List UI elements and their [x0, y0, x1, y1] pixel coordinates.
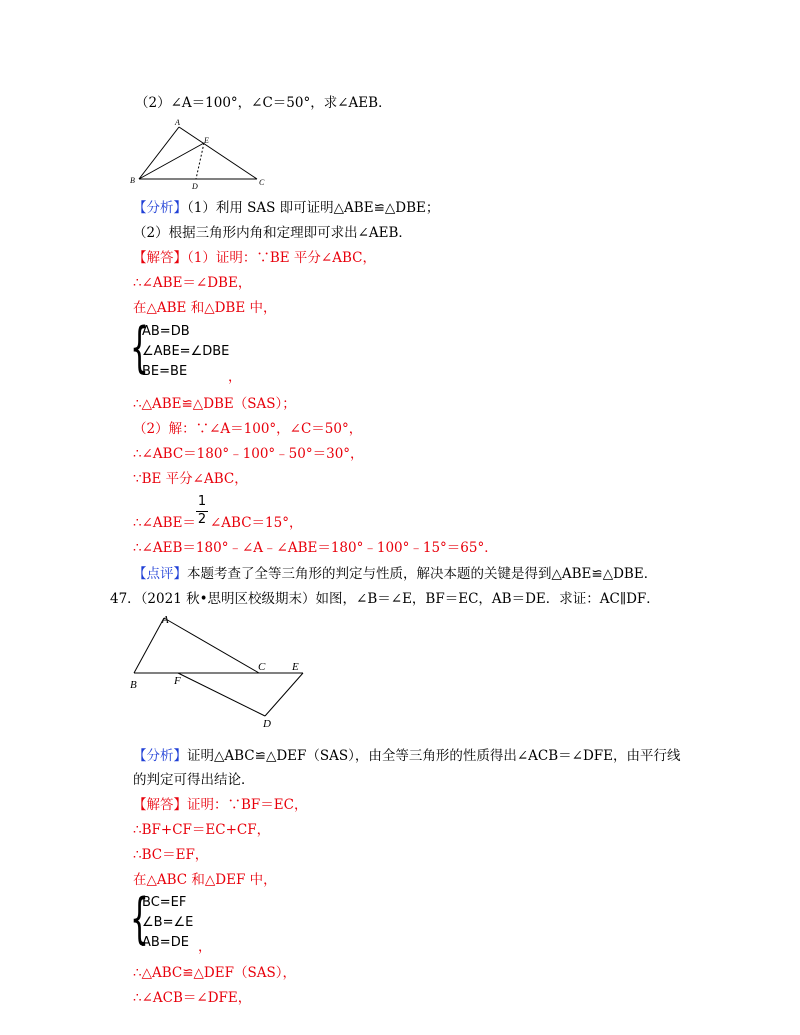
figure1-label-a: A: [175, 118, 180, 127]
figure2-label-d: D: [263, 718, 271, 727]
brace-1: {: [130, 316, 149, 379]
analysis-tag-2: 【分析】: [133, 748, 187, 764]
answer-1-line-a: 【解答】（1）证明：∵BE 平分∠ABC，: [133, 250, 376, 266]
answer-tag: 【解答】: [133, 250, 187, 266]
figure1-label-b: B: [130, 176, 135, 185]
question-47: 47．（2021 秋•思明区校级期末）如图，∠B＝∠E，BF＝EC，AB＝DE．求证：AC∥DF．: [110, 591, 660, 607]
answer-1-line-e: （2）解：∵∠A＝100°，∠C＝50°，: [133, 421, 363, 437]
brace-2: {: [130, 887, 149, 950]
comment-tag: 【点评】: [133, 566, 187, 582]
system-2-comma: ，: [198, 939, 212, 955]
figure2-label-e: E: [292, 661, 299, 673]
figure2-label-b: B: [130, 679, 137, 691]
answer-2-line-d: 在△ABC 和△DEF 中，: [133, 872, 277, 888]
comment-line: 【点评】本题考查了全等三角形的判定与性质，解决本题的关键是得到△ABE≌△DBE．: [133, 566, 658, 582]
analysis-2-line-a: 【分析】证明△ABC≌△DEF（SAS），由全等三角形的性质得出∠ACB＝∠DFE，由平行线: [133, 748, 681, 764]
answer-1-line-f: ∴∠ABC＝180°﹣100°﹣50°＝30°，: [133, 446, 364, 462]
figure-two-triangles: [120, 612, 320, 727]
answer-1-line-h2: ∠ABC＝15°，: [210, 515, 303, 531]
answer-2-line-b: ∴BF+CF＝EC+CF，: [133, 822, 271, 838]
figure2-label-f: F: [174, 675, 181, 687]
analysis-tag: 【分析】: [133, 200, 187, 216]
equation-system-1: { AB=DB ∠ABE=∠DBE BE=BE: [130, 316, 230, 379]
analysis-1-line-a: 【分析】（1）利用 SAS 即可证明△ABE≌△DBE；: [133, 200, 440, 216]
answer-1-line-d: ∴△ABE≌△DBE（SAS）；: [133, 396, 296, 412]
answer-tag-2: 【解答】: [133, 797, 187, 813]
figure-triangle-abe: [125, 115, 275, 195]
figure2-label-a: A: [162, 614, 169, 626]
answer-1-line-b: ∴∠ABE＝∠DBE，: [133, 275, 252, 291]
answer-1-line-c: 在△ABE 和△DBE 中，: [133, 300, 277, 316]
system-1-comma: ，: [228, 369, 242, 385]
answer-2-line-c: ∴BC＝EF，: [133, 847, 209, 863]
figure1-label-e: E: [204, 136, 209, 145]
answer-2-line-e: ∴△ABC≌△DEF（SAS），: [133, 965, 296, 981]
figure1-label-c: C: [259, 178, 265, 187]
answer-1-line-h1: ∴∠ABE＝: [133, 515, 196, 531]
answer-1-line-g: ∵BE 平分∠ABC，: [133, 471, 248, 487]
question-2: （2）∠A＝100°，∠C＝50°，求∠AEB．: [135, 95, 392, 111]
answer-2-line-f: ∴∠ACB＝∠DFE，: [133, 990, 252, 1006]
figure2-label-c: C: [258, 661, 266, 673]
figure1-label-d: D: [192, 182, 198, 191]
answer-1-line-i: ∴∠AEB＝180°﹣∠A﹣∠ABE＝180°﹣100°﹣15°＝65°．: [133, 540, 498, 556]
analysis-2-line-b: 的判定可得出结论．: [133, 772, 255, 788]
fraction-denominator: 2: [197, 512, 207, 527]
answer-2-line-a: 【解答】证明：∵BF＝EC，: [133, 797, 308, 813]
analysis-1-line-b: （2）根据三角形内角和定理即可求出∠AEB．: [133, 225, 412, 241]
fraction-numerator: 1: [197, 494, 207, 509]
equation-system-2: { BC=EF ∠B=∠E AB=DE: [130, 887, 194, 950]
